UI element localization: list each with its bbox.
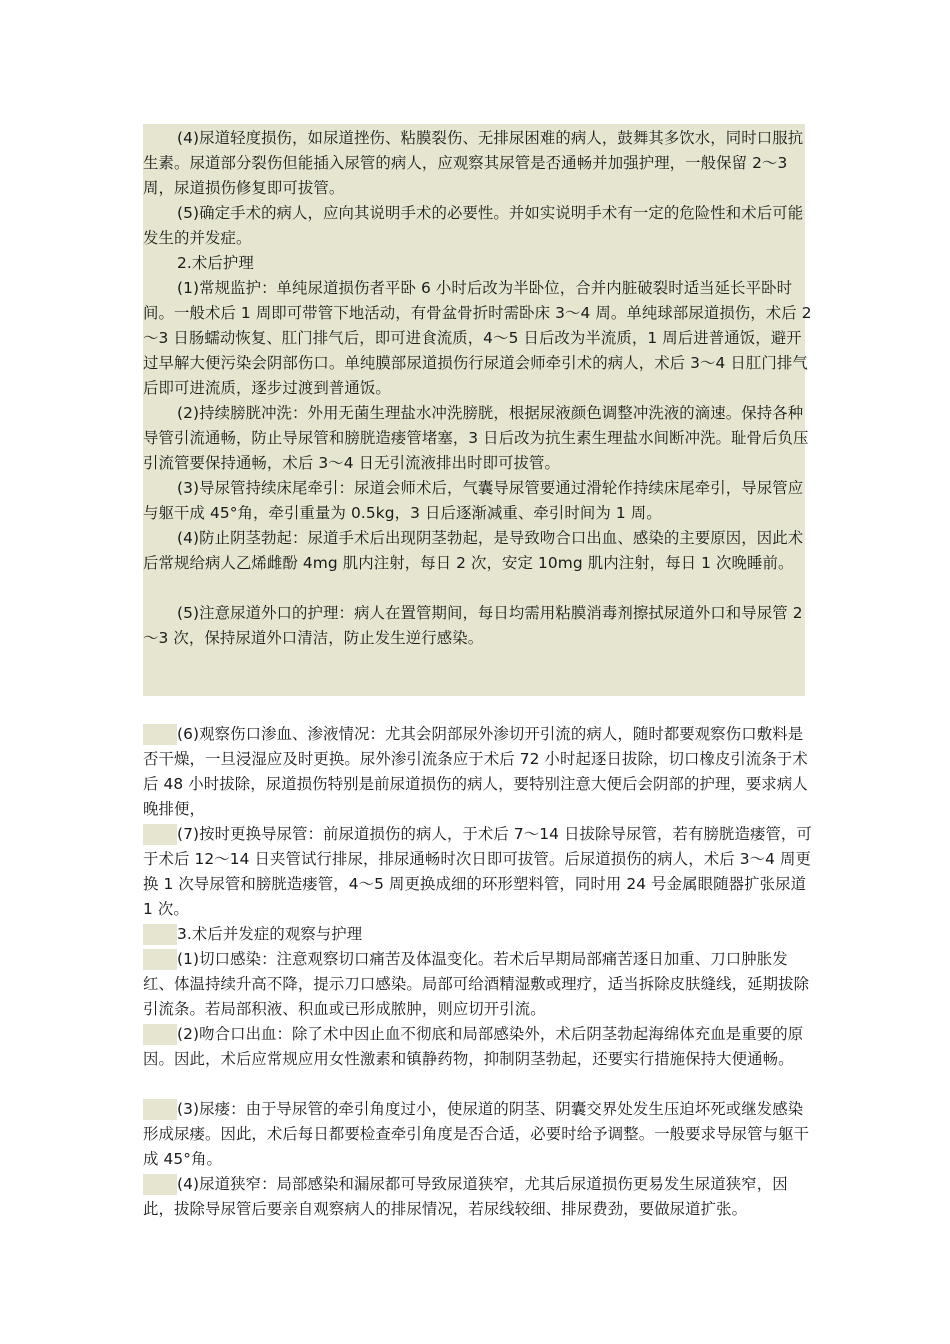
paragraph-prevent-erection: (4)防止阴茎勃起：尿道手术后出现阴茎勃起，是导致吻合口出血、感染的主要原因，因此术后常规给病人乙烯雌酚 4mg 肌内注射，每日 2 次，安定 10mg 肌内注射，每日 1 次晚睡前。 (143, 529, 804, 572)
paragraph-urethral-mild-injury: (4)尿道轻度损伤，如尿道挫伤、粘膜裂伤、无排尿困难的病人，鼓舞其多饮水，同时口服抗生素。尿道部分裂伤但能插入尿管的病人，应观察其尿管是否通畅并加强护理，一般保留 2～3 周，尿道损伤修复即可拔管。 (143, 129, 804, 197)
heading-complications: 3.术后并发症的观察与护理 (177, 925, 363, 943)
paragraph-urethral-stricture: (4)尿道狭窄：局部感染和漏尿都可导致尿道狭窄，尤其后尿道损伤更易发生尿道狭窄，因此，拔除导尿管后要亲自观察病人的排尿情况，若尿线较细、排尿费劲，要做尿道扩张。 (143, 1175, 788, 1218)
paragraph-incision-infection: (1)切口感染：注意观察切口痛苦及体温变化。若术后早期局部痛苦逐日加重、刀口肿胀发红、体温持续升高不降，提示刀口感染。局部可给酒精湿敷或理疗，适当拆除皮肤缝线，延期拔除引流条。若局部积液、积血或已形成脓肿，则应切开引流。 (143, 950, 810, 1018)
heading-postoperative-care: 2.术后护理 (177, 254, 254, 272)
paragraph-wound-observation: (6)观察伤口渗血、渗液情况：尤其会阴部尿外渗切开引流的病人，随时都要观察伤口敷料是否干燥，一旦浸湿应及时更换。尿外渗引流条应于术后 72 小时起逐日拔除，切口橡皮引流条于术后 48 小时拔除，尿道损伤特别是前尿道损伤的病人，要特别注意大便后会阴部的护理，要求病人晚排便， (143, 725, 808, 818)
paragraph-urethral-orifice-care: (5)注意尿道外口的护理：病人在置管期间，每日均需用粘膜消毒剂擦拭尿道外口和导尿管 2～3 次，保持尿道外口清洁，防止发生逆行感染。 (143, 604, 803, 647)
paragraph-surgery-explanation: (5)确定手术的病人，应向其说明手术的必要性。并如实说明手术有一定的危险性和术后可能发生的并发症。 (143, 204, 804, 247)
paragraph-anastomotic-bleeding: (2)吻合口出血：除了术中因止血不彻底和局部感染外，术后阴茎勃起海绵体充血是重要的原因。因此，术后应常规应用女性激素和镇静药物，抑制阴茎勃起，还要实行措施保持大便通畅。 (143, 1025, 804, 1068)
paragraph-catheter-replacement: (7)按时更换导尿管：前尿道损伤的病人，于术后 7～14 日拔除导尿管，若有膀胱造瘘管，可于术后 12～14 日夹管试行排尿，排尿通畅时次日即可拔管。后尿道损伤的病人，术后 3～4 周更换 1 次导尿管和膀胱造瘘管，4～5 周更换成细的环形塑料管，同时用 24 号金属眼随器扩张尿道 1 次。 (143, 825, 812, 918)
paragraph-urinary-fistula: (3)尿瘘：由于导尿管的牵引角度过小，使尿道的阴茎、阴囊交界处发生压迫坏死或继发感染形成尿瘘。因此，术后每日都要检查牵引角度是否合适，必要时给予调整。一般要求导尿管与躯干成 45°角。 (143, 1100, 810, 1168)
paragraph-catheter-traction: (3)导尿管持续床尾牵引：尿道会师术后，气囊导尿管要通过滑轮作持续床尾牵引，导尿管应与躯干成 45°角，牵引重量为 0.5kg，3 日后逐渐减重、牵引时间为 1 周。 (143, 479, 804, 522)
paragraph-routine-monitoring: (1)常规监护：单纯尿道损伤者平卧 6 小时后改为半卧位，合并内脏破裂时适当延长平卧时间。一般术后 1 周即可带管下地活动，有骨盆骨折时需卧床 3～4 周。单纯球部尿道损伤，术后 2～3 日肠蠕动恢复、肛门排气后，即可进食流质，4～5 日后改为半流质，1 周后进普通饭，避开过早解大便污染会阴部伤口。单纯膜部尿道损伤行尿道会师牵引术的病人，术后 3～4 日肛门排气后即可进流质，逐步过渡到普通饭。 (143, 279, 812, 397)
paragraph-bladder-irrigation: (2)持续膀胱冲洗：外用无菌生理盐水冲洗膀胱，根据尿液颜色调整冲洗液的滴速。保持各种导管引流通畅，防止导尿管和膀胱造瘘管堵塞，3 日后改为抗生素生理盐水间断冲洗。耻骨后负压引流管要保持通畅，术后 3～4 日无引流液排出时即可拔管。 (143, 404, 809, 472)
